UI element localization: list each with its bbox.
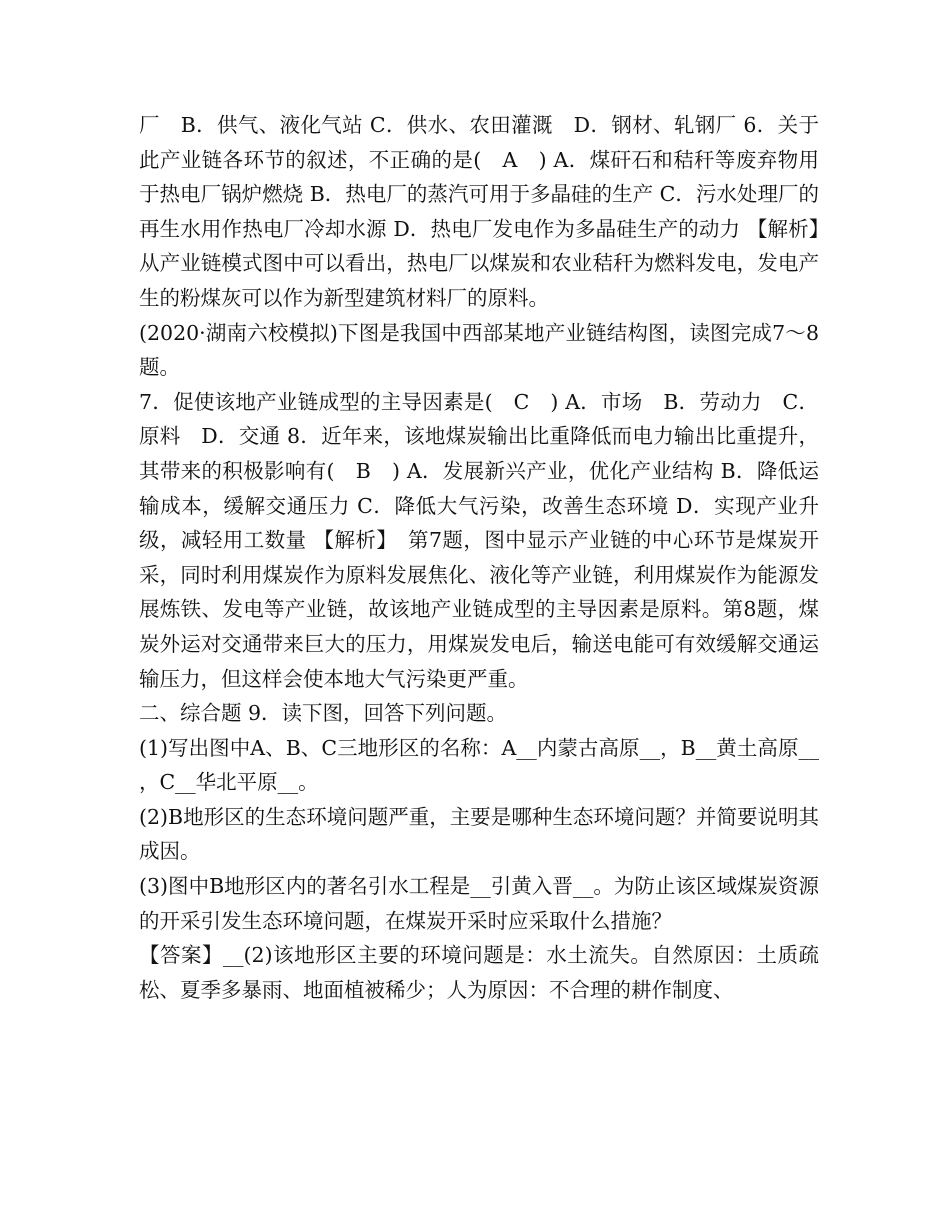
paragraph-answer: 【答案】__(2)该地形区主要的环境问题是：水土流失。自然原因：土质疏松、夏季多暴雨、地面植被稀少；人为原因：不合理的耕作制度、: [139, 943, 819, 1002]
paragraph-q9-part2: (2)B地形区的生态环境问题严重，主要是哪种生态环境问题？并简要说明其成因。: [139, 804, 819, 864]
paragraph-intro-q7-8: (2020·湖南六校模拟)下图是我国中西部某地产业链结构图，读图完成7～8题。: [139, 320, 819, 380]
paragraph-q7-q8: 7．促使该地产业链成型的主导因素是( C ) A．市场 B．劳动力 C．原料 D．交通 8．近年来，该地煤炭输出比重降低而电力输出比重提升，其带来的积极影响有( B ) A．发展新兴产业，优化产业结构 B．降低运输成本，缓解交通压力 C．降低大气污染，改善生态环境 D．实现产业升级，减轻用工数量 【解析】 第7题，图中显示产业链的中心环节是煤炭开采，同时利用煤炭作为原料发展焦化、液化等产业链，利用煤炭作为能源发展炼铁、发电等产业链，故该地产业链成型的主导因素是原料。第8题，煤炭外运对交通带来巨大的压力，用煤炭发电后，输送电能可有效缓解交通运输压力，但这样会使本地大气污染更严重。: [139, 389, 819, 691]
document-body: [139, 108, 840, 1007]
paragraph-options-and-q6: 厂 B．供气、液化气站 C．供水、农田灌溉 D．钢材、轧钢厂 6．关于此产业链各环节的叙述，不正确的是( A ) A．煤矸石和秸秆等废弃物用于热电厂锅炉燃烧 B．热电厂的蒸汽可用于多晶硅的生产 C．污水处理厂的再生水用作热电厂冷却水源 D．热电厂发电作为多晶硅生产的动力 【解析】 从产业链模式图中可以看出，热电厂以煤炭和农业秸秆为燃料发电，发电产生的粉煤灰可以作为新型建筑材料厂的原料。: [139, 113, 840, 310]
paragraph-section-two: 二、综合题 9．读下图，回答下列问题。: [139, 701, 508, 726]
paragraph-q9-part1: (1)写出图中A、B、C三地形区的名称：A__内蒙古高原__，B__黄土高原__，C__华北平原__。: [139, 735, 819, 795]
paragraph-q9-part3: (3)图中B地形区内的著名引水工程是__引黄入晋__。为防止该区域煤炭资源的开采引发生态环境问题，在煤炭开采时应采取什么措施？: [139, 874, 819, 933]
